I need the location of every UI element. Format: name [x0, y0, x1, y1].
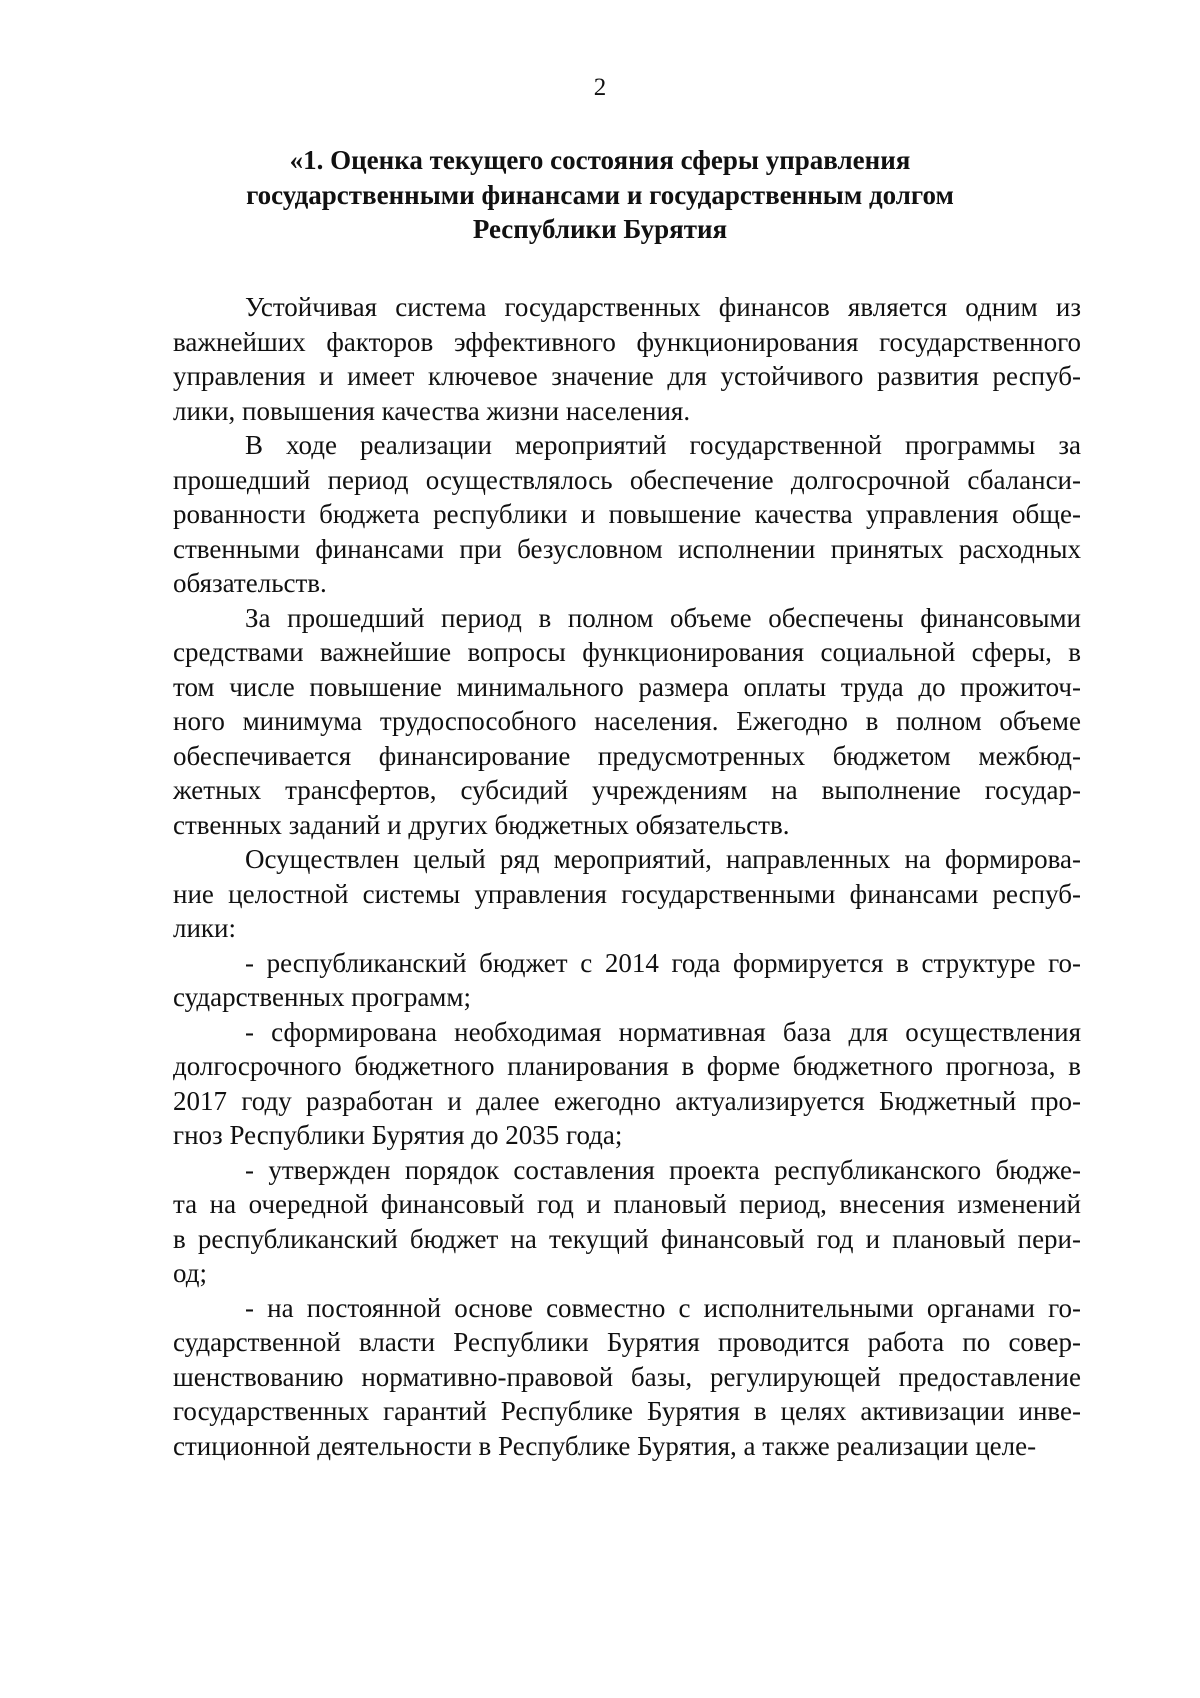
- document-body: [173, 290, 1081, 1463]
- paragraph-line: Устойчивая система государственных финансов является одним из: [245, 292, 1081, 322]
- paragraph-line: государственных гарантий Республике Бурятия в целях активизации инве-: [173, 1396, 1081, 1426]
- paragraph: [173, 1291, 1081, 1464]
- paragraph-line: шенствованию нормативно-правовой базы, регулирующей предоставление: [173, 1361, 1081, 1392]
- paragraph-line: гноз Республики Бурятия до 2035 года;: [173, 1120, 623, 1150]
- paragraph-line: сударственных программ;: [173, 982, 471, 1012]
- paragraph-line: ственными финансами при безусловном исполнении принятых расходных: [173, 533, 1081, 564]
- paragraph-line: - на постоянной основе совместно с исполнительными органами го-: [245, 1292, 1081, 1323]
- section-heading: [160, 143, 1040, 247]
- paragraph-line: прошедший период осуществлялось обеспечение долгосрочной сбаланси-: [173, 464, 1081, 495]
- paragraph-line: рованности бюджета республики и повышение качества управления обще-: [173, 499, 1081, 529]
- heading-line: Республики Бурятия: [472, 214, 728, 244]
- paragraph-line: од;: [173, 1258, 207, 1288]
- heading-line: «1. Оценка текущего состояния сферы управления: [289, 145, 911, 175]
- paragraph-line: ного минимума трудоспособного населения. Ежегодно в полном объеме: [173, 706, 1081, 736]
- paragraph-line: жетных трансфертов, субсидий учреждениям на выполнение государ-: [173, 775, 1081, 805]
- paragraph-line: - сформирована необходимая нормативная база для осуществления: [245, 1016, 1081, 1047]
- paragraph-line: важнейших факторов эффективного функционирования государственного: [173, 326, 1081, 357]
- paragraph-line: лики, повышения качества жизни населения.: [173, 395, 691, 426]
- paragraph-line: В ходе реализации мероприятий государственной программы за: [245, 430, 1081, 460]
- paragraph: [173, 842, 1081, 946]
- paragraph-line: сударственной власти Республики Бурятия проводится работа по совер-: [173, 1327, 1081, 1357]
- paragraph-line: 2017 году разработан и далее ежегодно актуализируется Бюджетный про-: [173, 1085, 1081, 1116]
- paragraph-line: долгосрочного бюджетного планирования в форме бюджетного прогноза, в: [173, 1051, 1081, 1081]
- paragraph-line: - республиканский бюджет с 2014 года формируется в структуре го-: [245, 947, 1081, 978]
- paragraph: [173, 946, 1081, 1015]
- paragraph-line: Осуществлен целый ряд мероприятий, направленных на формирова-: [245, 844, 1081, 874]
- paragraph: [173, 290, 1081, 428]
- paragraph-line: обеспечивается финансирование предусмотренных бюджетом межбюд-: [173, 740, 1081, 771]
- paragraph-line: в республиканский бюджет на текущий финансовый год и плановый пери-: [173, 1223, 1081, 1254]
- heading-line: государственными финансами и государственным долгом: [246, 179, 954, 210]
- paragraph: [173, 1015, 1081, 1153]
- paragraph-line: обязательств.: [173, 568, 327, 598]
- paragraph-line: За прошедший период в полном объеме обеспечены финансовыми: [245, 602, 1081, 633]
- paragraph: [173, 601, 1081, 843]
- paragraph-line: лики:: [173, 913, 236, 943]
- paragraph-line: ние целостной системы управления государственными финансами респуб-: [173, 878, 1081, 909]
- paragraph-line: та на очередной финансовый год и плановый период, внесения изменений: [173, 1189, 1081, 1219]
- paragraph: [173, 428, 1081, 601]
- paragraph-line: управления и имеет ключевое значение для устойчивого развития респуб-: [173, 361, 1081, 391]
- paragraph-line: средствами важнейшие вопросы функционирования социальной сферы, в: [173, 637, 1081, 667]
- paragraph-line: - утвержден порядок составления проекта республиканского бюдже-: [245, 1154, 1081, 1185]
- paragraph-line: стиционной деятельности в Республике Бурятия, а также реализации целе-: [173, 1430, 1037, 1461]
- paragraph-line: том числе повышение минимального размера оплаты труда до прожиточ-: [173, 671, 1081, 702]
- paragraph-line: ственных заданий и других бюджетных обязательств.: [173, 809, 790, 840]
- page-number: 2: [593, 74, 607, 101]
- paragraph: [173, 1153, 1081, 1291]
